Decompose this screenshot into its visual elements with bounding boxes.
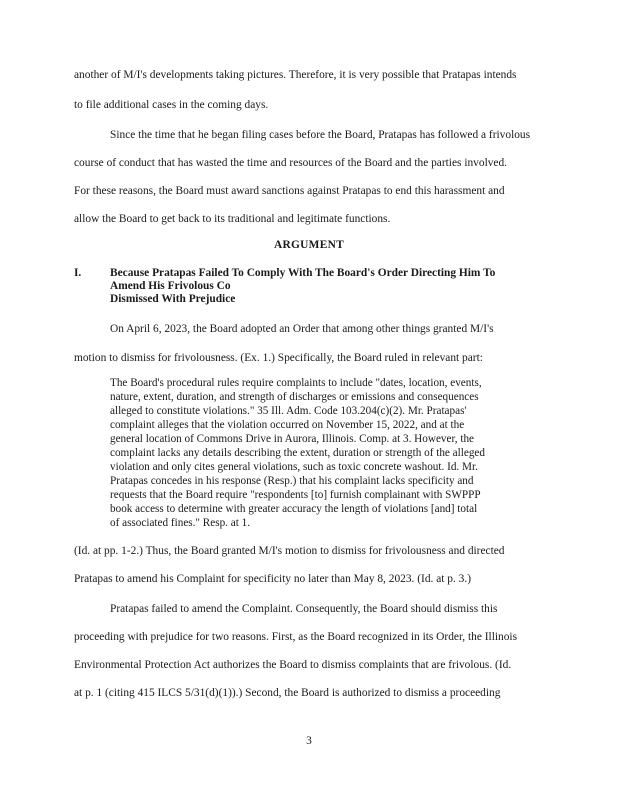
block-quote-line-4: complaint alleges that the violation occurred on November 15, 2022, and at the [110, 419, 465, 431]
block-quote-line-3: alleged to constitute violations." 35 Ill. Adm. Code 103.204(c)(2). Mr. Pratapas' [110, 405, 467, 417]
section-1-title-line-2: Amend His Frivolous Co [110, 280, 231, 292]
section-1-title-line-1: Because Pratapas Failed To Comply With The Board's Order Directing Him To [110, 267, 496, 279]
block-quote-line-2: nature, extent, duration, and strength of discharges or emissions and consequences [110, 391, 479, 403]
block-quote-line-7: violation and only cites general violations, such as toxic concrete washout. Id. Mr. [110, 461, 478, 473]
paragraph-2-line-1: Since the time that he began filing cases before the Board, Pratapas has followed a frivolous [110, 129, 531, 141]
paragraph-4-line-1: (Id. at pp. 1-2.) Thus, the Board granted M/I's motion to dismiss for frivolousness and directed [74, 545, 505, 557]
page-number: 3 [306, 735, 312, 747]
block-quote-line-5: general location of Commons Drive in Aurora, Illinois. Comp. at 3. However, the [110, 433, 475, 445]
paragraph-4-line-2: Pratapas to amend his Complaint for specificity no later than May 8, 2023. (Id. at p. 3.) [74, 573, 471, 585]
paragraph-2-line-4: allow the Board to get back to its traditional and legitimate functions. [74, 213, 391, 225]
argument-heading: ARGUMENT [273, 239, 345, 251]
paragraph-5-line-4: at p. 1 (citing 415 ILCS 5/31(d)(1)).) Second, the Board is authorized to dismiss a proceeding [74, 687, 501, 699]
block-quote-line-11: of associated fines." Resp. at 1. [110, 517, 251, 529]
paragraph-1-line-2: to file additional cases in the coming days. [74, 99, 269, 111]
paragraph-2-line-3: For these reasons, the Board must award sanctions against Pratapas to end this harassment and [74, 185, 505, 197]
block-quote-line-1: The Board's procedural rules require complaints to include "dates, location, events, [110, 377, 482, 389]
paragraph-5-line-1: Pratapas failed to amend the Complaint. Consequently, the Board should dismiss this [110, 603, 498, 615]
paragraph-5-line-3: Environmental Protection Act authorizes the Board to dismiss complaints that are frivolous. (Id. [74, 659, 512, 671]
paragraph-3-line-2: motion to dismiss for frivolousness. (Ex. 1.) Specifically, the Board ruled in relevant part: [74, 352, 483, 364]
paragraph-3-line-1: On April 6, 2023, the Board adopted an Order that among other things granted M/I's [110, 323, 494, 335]
block-quote-line-9: requests that the Board require "respondents [to] furnish complainant with SWPPP [110, 489, 481, 501]
paragraph-5-line-2: proceeding with prejudice for two reasons. First, as the Board recognized in its Order, the Illinois [74, 631, 518, 643]
section-1-number: I. [74, 267, 82, 279]
block-quote-line-6: complaint lacks any details describing the extent, duration or strength of the alleged [110, 447, 485, 459]
block-quote-line-10: book access to determine with greater accuracy the length of violations [and] total [110, 503, 478, 515]
section-1-title-line-3: Dismissed With Prejudice [110, 293, 236, 305]
block-quote-line-8: Pratapas concedes in his response (Resp.) that his complaint lacks specificity and [110, 475, 474, 487]
paragraph-1-line-1: another of M/I's developments taking pictures. Therefore, it is very possible that Pratapas intends [74, 69, 517, 81]
paragraph-2-line-2: course of conduct that has wasted the time and resources of the Board and the parties involved. [74, 157, 508, 169]
